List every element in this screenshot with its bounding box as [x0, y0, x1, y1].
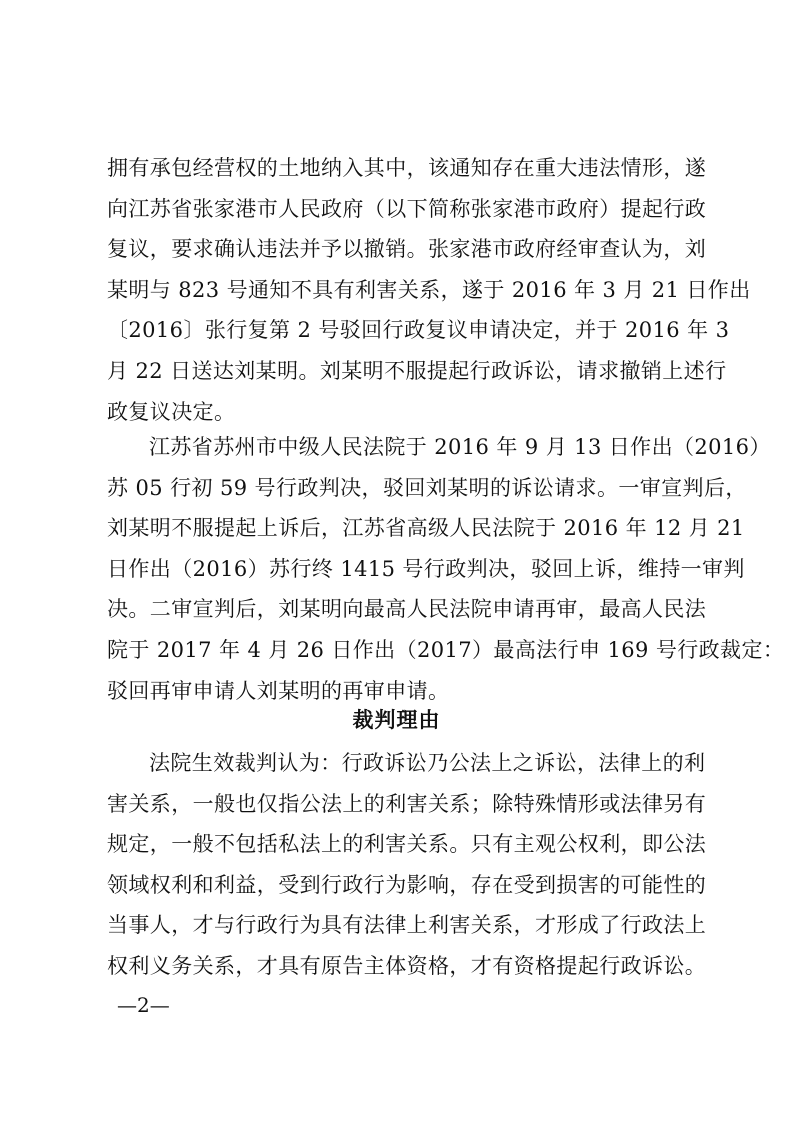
text-line: 害关系，一般也仅指公法上的利害关系；除特殊情形或法律另有 [107, 791, 707, 816]
text-line: 院于 2017 年 4 月 26 日作出（2017）最高法行申 169 号行政裁定： [107, 637, 785, 662]
paragraph-judgment-reasoning [107, 743, 707, 987]
paragraph-court-history [107, 427, 785, 711]
text-line: 权利义务关系，才具有原告主体资格，才有资格提起行政诉讼。 [107, 953, 707, 978]
text-line: 驳回再审申请人刘某明的再审申请。 [107, 678, 450, 703]
text-line: 决。二审宣判后，刘某明向最高人民法院申请再审，最高人民法 [107, 597, 707, 622]
text-line: 拥有承包经营权的土地纳入其中，该通知存在重大违法情形，遂 [107, 156, 707, 180]
text-line: 日作出（2016）苏行终 1415 号行政判决，驳回上诉，维持一审判 [107, 556, 745, 581]
text-line: 法院生效裁判认为：行政诉讼乃公法上之诉讼，法律上的利 [149, 751, 706, 775]
text-line: 复议，要求确认违法并予以撤销。张家港市政府经审查认为，刘 [107, 237, 707, 262]
text-line: 向江苏省张家港市人民政府（以下简称张家港市政府）提起行政 [107, 196, 707, 221]
section-heading: 裁判理由 [352, 708, 441, 732]
text-line: 规定，一般不包括私法上的利害关系。只有主观公权利，即公法 [107, 832, 707, 857]
text-line: 当事人，才与行政行为具有法律上利害关系，才形成了行政法上 [107, 913, 707, 938]
text-line: 领域权利和利益，受到行政行为影响，存在受到损害的可能性的 [107, 872, 707, 897]
text-line: 刘某明不服提起上诉后，江苏省高级人民法院于 2016 年 12 月 21 [107, 516, 745, 541]
text-line: 月 22 日送达刘某明。刘某明不服提起行政诉讼，请求撤销上述行 [107, 358, 727, 383]
text-line: 某明与 823 号通知不具有利害关系，遂于 2016 年 3 月 21 日作出 [107, 277, 751, 302]
text-line: 苏 05 行初 59 号行政判决，驳回刘某明的诉讼请求。一审宣判后， [107, 475, 747, 500]
page-number: —2— [117, 993, 170, 1017]
text-line: 江苏省苏州市中级人民法院于 2016 年 9 月 13 日作出（2016） [149, 435, 771, 459]
text-line: 政复议决定。 [107, 399, 236, 424]
paragraph-case-background [107, 148, 751, 432]
text-line: 〔2016〕张行复第 2 号驳回行政复议申请决定，并于 2016 年 3 [107, 318, 730, 343]
